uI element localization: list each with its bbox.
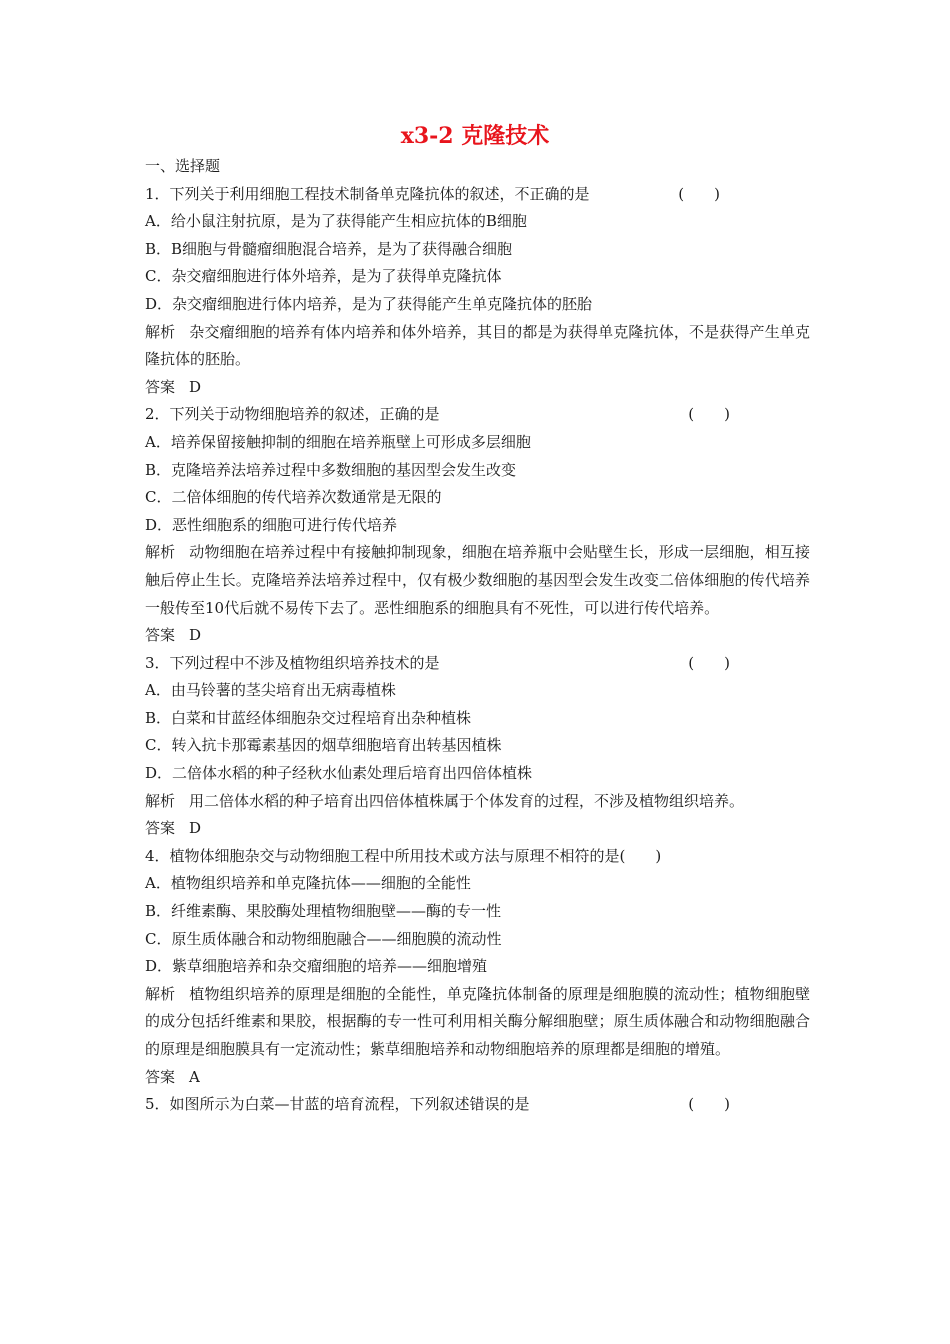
question-text: 4．植物体细胞杂交与动物细胞工程中所用技术或方法与原理不相符的是 [145, 846, 620, 865]
option-a: A．由马铃薯的茎尖培育出无病毒植株 [145, 681, 396, 700]
question-stem [145, 181, 810, 209]
answer-line [145, 815, 810, 843]
option-b: B．白菜和甘蓝经体细胞杂交过程培育出杂种植株 [145, 708, 472, 727]
question-text: 5．如图所示为白菜—甘蓝的培育流程，下列叙述错误的是 [145, 1095, 530, 1114]
answer-value: D [189, 626, 202, 645]
answer-line [145, 622, 810, 650]
option-c: C．二倍体细胞的传代培养次数通常是无限的 [145, 488, 442, 507]
answer-bracket: ( ) [688, 1095, 730, 1114]
answer-line [145, 1064, 810, 1092]
option-d: D．二倍体水稻的种子经秋水仙素处理后培育出四倍体植株 [145, 764, 533, 783]
section-heading: 一、选择题 [145, 157, 221, 175]
answer-label: 答案 [145, 626, 176, 645]
question-stem [145, 1091, 810, 1119]
analysis-paragraph [145, 319, 810, 374]
answer-value: D [189, 819, 202, 838]
answer-value: A [189, 1067, 200, 1086]
answer-bracket: ( ) [619, 846, 662, 865]
analysis-paragraph [145, 981, 810, 1064]
question-text: 3．下列过程中不涉及植物组织培养技术的是 [145, 653, 440, 672]
page-title: x3-2 克隆技术 [400, 123, 550, 149]
analysis-text: 杂交瘤细胞的培养有体内培养和体外培养，其目的都是为获得单克隆抗体，不是获得产生单克隆抗体的胚胎。 [145, 322, 810, 369]
question-stem [145, 650, 810, 678]
analysis-text: 用二倍体水稻的种子培育出四倍体植株属于个体发育的过程，不涉及植物组织培养。 [189, 791, 745, 810]
question-text: 1．下列关于利用细胞工程技术制备单克隆抗体的叙述，不正确的是 [145, 184, 590, 203]
analysis-label: 解析 [145, 984, 176, 1003]
option-d: D．杂交瘤细胞进行体内培养，是为了获得能产生单克隆抗体的胚胎 [145, 294, 593, 313]
analysis-paragraph [145, 788, 810, 816]
answer-label: 答案 [145, 1067, 176, 1086]
option-b: B．B细胞与骨髓瘤细胞混合培养，是为了获得融合细胞 [145, 239, 513, 258]
answer-label: 答案 [145, 377, 176, 396]
analysis-paragraph [145, 539, 810, 622]
answer-value: D [189, 377, 202, 396]
answer-label: 答案 [145, 819, 176, 838]
analysis-label: 解析 [145, 543, 176, 562]
answer-bracket: ( ) [678, 184, 720, 203]
answer-bracket: ( ) [688, 405, 730, 424]
option-d: D．紫草细胞培养和杂交瘤细胞的培养——细胞增殖 [145, 957, 488, 976]
option-d: D．恶性细胞系的细胞可进行传代培养 [145, 515, 398, 534]
answer-bracket: ( ) [688, 653, 730, 672]
option-b: B．纤维素酶、果胶酶处理植物细胞壁——酶的专一性 [145, 902, 502, 921]
option-a: A．植物组织培养和单克隆抗体——细胞的全能性 [145, 874, 471, 893]
question-text: 2．下列关于动物细胞培养的叙述，正确的是 [145, 405, 440, 424]
answer-line [145, 374, 810, 402]
analysis-label: 解析 [145, 322, 176, 341]
option-a: A．给小鼠注射抗原，是为了获得能产生相应抗体的B细胞 [145, 212, 527, 231]
option-c: C．转入抗卡那霉素基因的烟草细胞培育出转基因植株 [145, 736, 502, 755]
document-body [145, 153, 810, 1119]
analysis-label: 解析 [145, 791, 176, 810]
option-c: C．杂交瘤细胞进行体外培养，是为了获得单克隆抗体 [145, 267, 502, 286]
analysis-text: 植物组织培养的原理是细胞的全能性，单克隆抗体制备的原理是细胞膜的流动性；植物细胞壁的成分包括纤维素和果胶，根据酶的专一性可利用相关酶分解细胞壁；原生质体融合和动物细胞融合的原理是细胞膜具有一定流动性；紫草细胞培养和动物细胞培养的原理都是细胞的增殖。 [145, 984, 810, 1058]
question-stem [145, 843, 810, 871]
option-b: B．克隆培养法培养过程中多数细胞的基因型会发生改变 [145, 460, 517, 479]
question-stem [145, 401, 810, 429]
option-c: C．原生质体融合和动物细胞融合——细胞膜的流动性 [145, 929, 502, 948]
analysis-text: 动物细胞在培养过程中有接触抑制现象，细胞在培养瓶中会贴壁生长，形成一层细胞，相互接触后停止生长。克隆培养法培养过程中，仅有极少数细胞的基因型会发生改变二倍体细胞的传代培养一般传至10代后就不易传下去了。恶性细胞系的细胞具有不死性，可以进行传代培养。 [145, 543, 810, 617]
option-a: A．培养保留接触抑制的细胞在培养瓶壁上可形成多层细胞 [145, 432, 531, 451]
